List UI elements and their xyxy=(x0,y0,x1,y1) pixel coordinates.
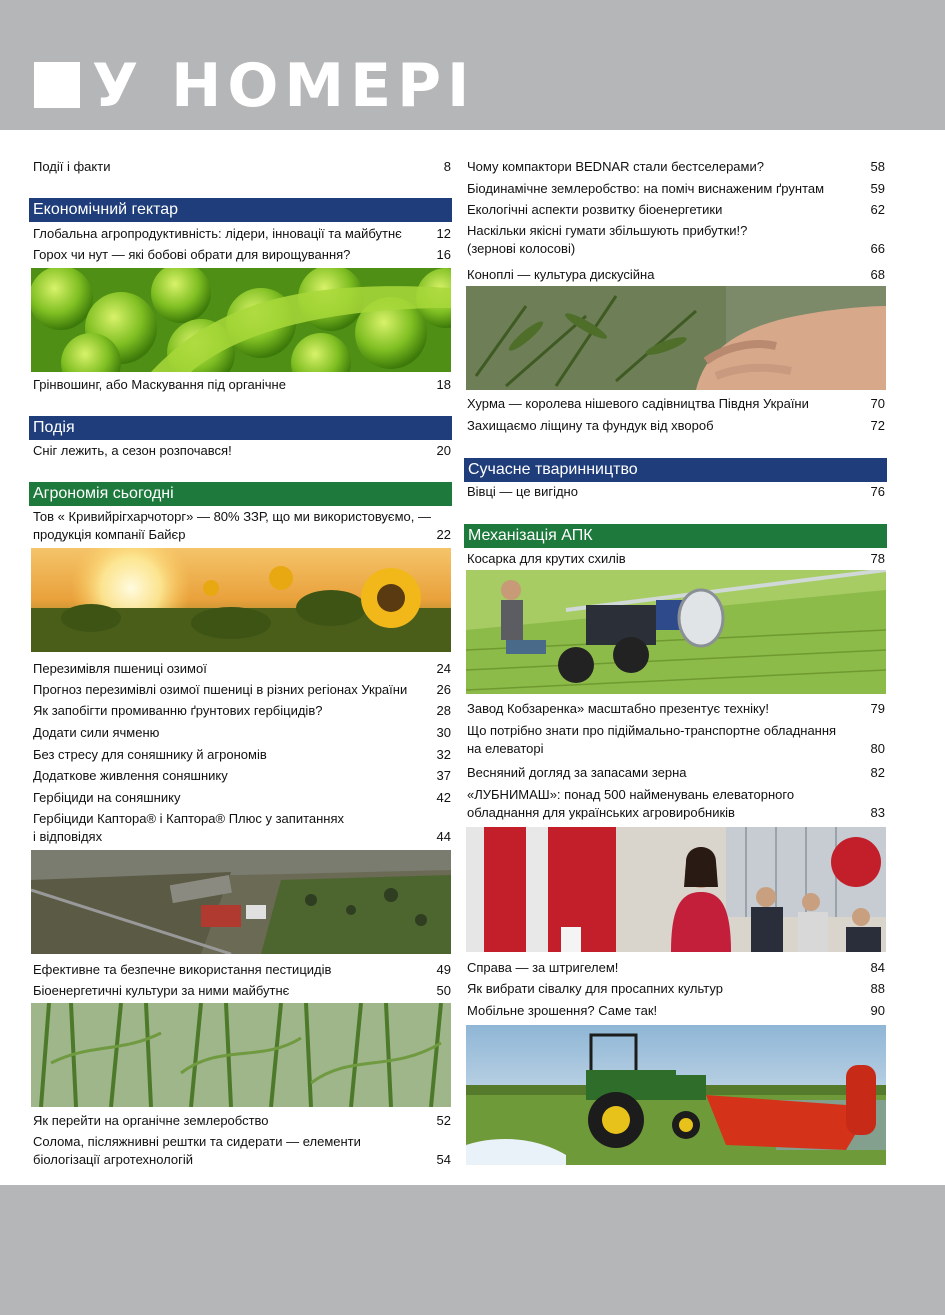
page-title: У НОМЕРІ xyxy=(92,51,476,121)
toc-item[interactable]: Гербіциди Каптора® і Каптора® Плюс у запитаннях і відповідях 44 xyxy=(33,811,451,844)
page-number: 8 xyxy=(443,159,451,174)
page-number: 59 xyxy=(870,181,885,196)
toc-item[interactable]: Ефективне та безпечне використання пестицидів 49 xyxy=(33,962,451,977)
toc-item[interactable]: Додаткове живлення соняшнику 37 xyxy=(33,768,451,783)
toc-item[interactable]: Що потрібно знати про підіймально-транспортне обладнання на елеваторі 80 xyxy=(467,723,885,756)
page-number: 42 xyxy=(436,790,451,805)
toc-item[interactable]: Завод Кобзаренка» масштабно презентує техніку! 79 xyxy=(467,701,885,716)
toc-item[interactable]: Косарка для крутих схилів 78 xyxy=(467,551,885,566)
page-number: 88 xyxy=(870,981,885,996)
page-number: 72 xyxy=(870,418,885,433)
toc-item[interactable]: Як перейти на органічне землеробство 52 xyxy=(33,1113,451,1128)
toc-item[interactable]: Додати сили ячменю 30 xyxy=(33,725,451,740)
toc-item[interactable]: Солома, післяжнивні рештки та сидерати — елементи біологізації агротехнологій 54 xyxy=(33,1134,451,1167)
toc-item[interactable]: Біодинамічне землеробство: на поміч виснаженим ґрунтам 59 xyxy=(467,181,885,196)
toc-item[interactable]: Чому компактори BEDNAR стали бестселерами? 58 xyxy=(467,159,885,174)
section-header-livestock: Сучасне тваринництво xyxy=(464,458,887,482)
toc-item[interactable]: Справа — за штригелем! 84 xyxy=(467,960,885,975)
toc-item[interactable]: Як запобігти промиванню ґрунтових гербіцидів? 28 xyxy=(33,703,451,718)
toc-item[interactable]: Як вибрати сівалку для просапних культур 88 xyxy=(467,981,885,996)
tall-grass-photo xyxy=(31,1003,451,1107)
page-number: 54 xyxy=(436,1152,451,1167)
page-number: 78 xyxy=(870,551,885,566)
page-number: 66 xyxy=(870,241,885,256)
page-number: 49 xyxy=(436,962,451,977)
toc-item[interactable]: Перезимівля пшениці озимої 24 xyxy=(33,661,451,676)
toc-item[interactable]: Хурма — королева нішевого садівництва Півдня України 70 xyxy=(467,396,885,411)
section-header-mechanization: Механізація АПК xyxy=(464,524,887,548)
toc-item[interactable]: Сніг лежить, а сезон розпочався! 20 xyxy=(33,443,451,458)
header-square-icon xyxy=(34,62,80,108)
slope-mower-photo xyxy=(466,570,886,694)
toc-item[interactable]: Горох чи нут — які бобові обрати для вирощування? 16 xyxy=(33,247,451,262)
page-number: 79 xyxy=(870,701,885,716)
exhibition-booth-photo xyxy=(466,827,886,952)
toc-item[interactable]: Тов « Кривийрігхарчоторг» — 80% ЗЗР, що ми використовуємо, — продукція компанії Байєр 22 xyxy=(33,509,451,542)
toc-item[interactable]: Весняний догляд за запасами зерна 82 xyxy=(467,765,885,780)
aerial-farm-photo xyxy=(31,850,451,954)
page-number: 70 xyxy=(870,396,885,411)
hemp-hand-photo xyxy=(466,286,886,390)
page-number: 18 xyxy=(436,377,451,392)
toc-item[interactable]: Наскільки якісні гумати збільшують прибутки!? (зернові колосові) 66 xyxy=(467,223,885,256)
page-number: 83 xyxy=(870,805,885,820)
page-number: 24 xyxy=(436,661,451,676)
toc-item[interactable]: «ЛУБНИМАШ»: понад 500 найменувань елеваторного обладнання для українських агровиробників 83 xyxy=(467,787,885,820)
page-number: 50 xyxy=(436,983,451,998)
page-number: 26 xyxy=(436,682,451,697)
toc-item[interactable]: Коноплі — культура дискусійна 68 xyxy=(467,267,885,282)
page-number: 68 xyxy=(870,267,885,282)
page-number: 82 xyxy=(870,765,885,780)
contents-page xyxy=(0,130,945,1185)
toc-item[interactable]: Грінвошинг, або Маскування під органічне 18 xyxy=(33,377,451,392)
page-number: 12 xyxy=(436,226,451,241)
section-header-economy: Економічний гектар xyxy=(29,198,452,222)
page-number: 22 xyxy=(436,527,451,542)
toc-item[interactable]: Події і факти 8 xyxy=(33,159,451,174)
page-number: 58 xyxy=(870,159,885,174)
page-number: 32 xyxy=(436,747,451,762)
toc-item[interactable]: Без стресу для соняшнику й агрономів 32 xyxy=(33,747,451,762)
page-number: 62 xyxy=(870,202,885,217)
toc-item[interactable]: Екологічні аспекти розвитку біоенергетики 62 xyxy=(467,202,885,217)
page-number: 37 xyxy=(436,768,451,783)
toc-item[interactable]: Гербіциди на соняшнику 42 xyxy=(33,790,451,805)
section-header-event: Подія xyxy=(29,416,452,440)
page-number: 16 xyxy=(436,247,451,262)
page-number: 90 xyxy=(870,1003,885,1018)
toc-item[interactable]: Вівці — це вигідно 76 xyxy=(467,484,885,499)
page-number: 44 xyxy=(436,829,451,844)
toc-item[interactable]: Глобальна агропродуктивність: лідери, інновації та майбутнє 12 xyxy=(33,226,451,241)
page-number: 30 xyxy=(436,725,451,740)
page-number: 52 xyxy=(436,1113,451,1128)
tractor-pump-photo xyxy=(466,1025,886,1165)
section-header-agronomy: Агрономія сьогодні xyxy=(29,482,452,506)
page-number: 28 xyxy=(436,703,451,718)
page-number: 20 xyxy=(436,443,451,458)
toc-item[interactable]: Захищаємо ліщину та фундук від хвороб 72 xyxy=(467,418,885,433)
peas-photo xyxy=(31,268,451,372)
page-number: 84 xyxy=(870,960,885,975)
toc-item[interactable]: Прогноз перезимівлі озимої пшениці в різних регіонах України 26 xyxy=(33,682,451,697)
toc-item[interactable]: Мобільне зрошення? Саме так! 90 xyxy=(467,1003,885,1018)
toc-item[interactable]: Біоенергетичні культури за ними майбутнє 50 xyxy=(33,983,451,998)
header-bar xyxy=(0,0,945,130)
page-number: 76 xyxy=(870,484,885,499)
sunflower-field-photo xyxy=(31,548,451,652)
page-number: 80 xyxy=(870,741,885,756)
